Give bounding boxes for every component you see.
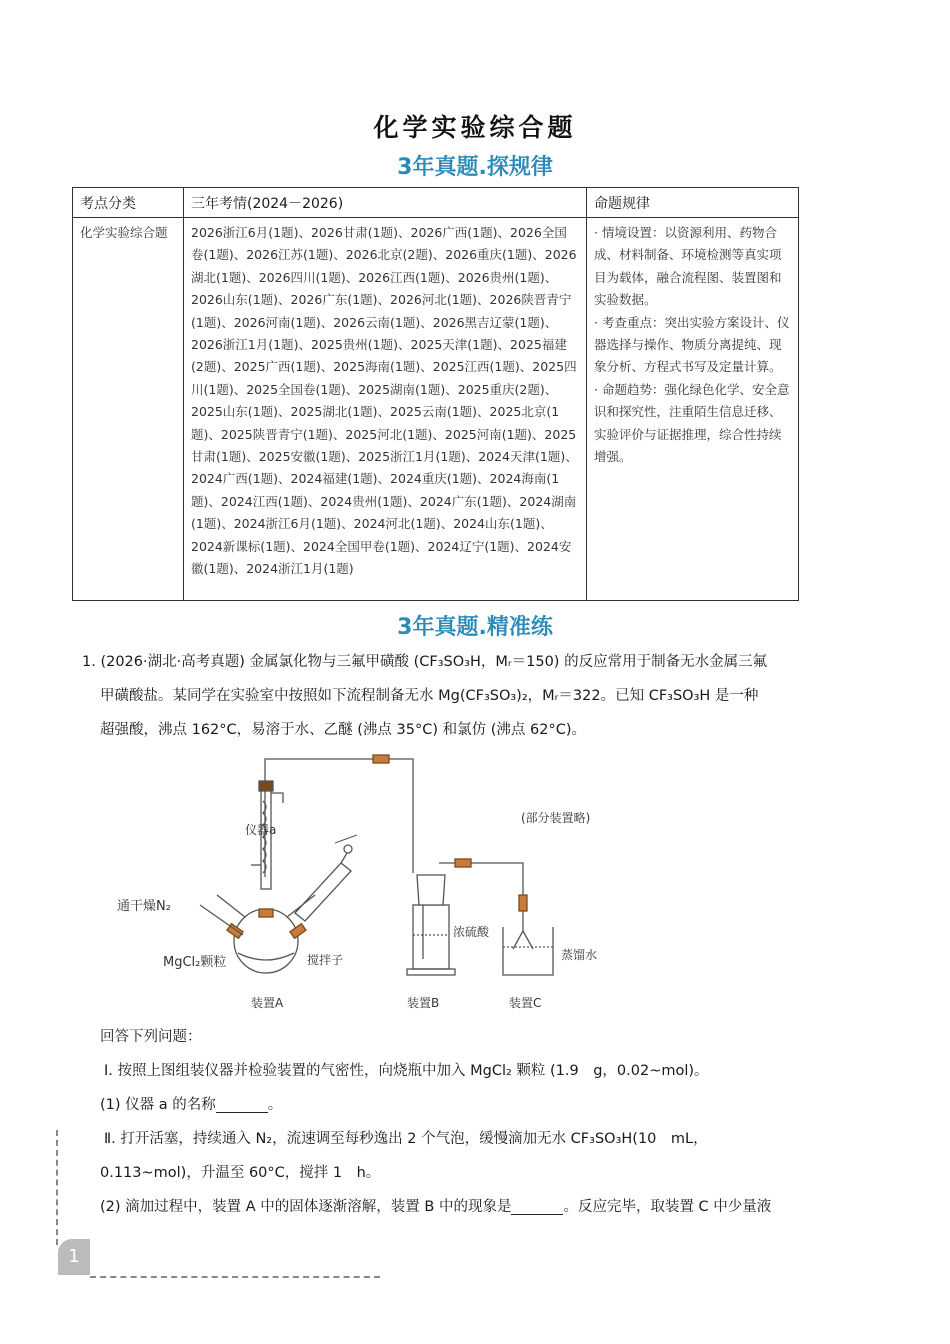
page-border-vertical: [56, 1130, 58, 1245]
question-line: 超强酸，沸点 162°C，易溶于水、乙醚 (沸点 35°C) 和氯仿 (沸点 62°C)。: [100, 722, 586, 738]
gas-washing-bottle: [413, 905, 449, 969]
answer-intro: 回答下列问题：: [100, 1029, 202, 1045]
dropping-funnel: [295, 863, 351, 921]
round-bottom-flask: [234, 909, 298, 973]
label-stirrer: 搅拌子: [307, 953, 344, 967]
section-title-patterns: 3年真题.探规律: [397, 155, 553, 180]
page-number: 1: [58, 1239, 90, 1275]
category-cell: 化学实验综合题: [73, 218, 184, 601]
sub-question-2: (2) 滴加过程中，装置 A 中的固体逐渐溶解，装置 B 中的现象是 。反应完毕，取装置 C 中少量液: [100, 1199, 772, 1215]
header-category: 考点分类: [73, 188, 184, 218]
step-one: Ⅰ. 按照上图组装仪器并检验装置的气密性，向烧瓶中加入 MgCl₂ 颗粒 (1.9 g，0.02~mol)。: [104, 1063, 709, 1079]
condenser: [261, 787, 271, 889]
page-title: 化学实验综合题: [373, 113, 577, 142]
label-dry-n2: 通干燥N₂: [117, 899, 171, 914]
label-device-a: 装置A: [251, 996, 284, 1010]
label-device-b: 装置B: [407, 996, 440, 1010]
years-cell: 2026浙江6月(1题)、2026甘肃(1题)、2026广西(1题)、2026全国卷(1题)、2026江苏(1题)、2026北京(2题)、2026重庆(1题)、2026湖北(1题)、2026四川(1题)、2026江西(1题)、2026贵州(1题)、2026山东(1题)、2026广东(1题)、2026河北(1题)、2026陕晋青宁(1题)、2026河南(1题)、2026云南(1题)、2026黑吉辽蒙(1题)、2026浙江1月(1题)、2025贵州(1题)、2025天津(1题)、2025福建(2题)、2025广西(1题)、2025海南(1题)、2025江西(1题)、2025四川(1题)、2025全国卷(1题)、2025湖南(1题)、2025重庆(2题)、2025山东(1题)、2025湖北(1题)、2025云南(1题)、2025北京(1题)、2025陕晋青宁(1题)、2025河北(1题)、2025河南(1题)、2025甘肃(1题)、2025安徽(1题)、2025浙江1月(1题)、2024天津(1题)、2024广西(1题)、2024福建(1题)、2024重庆(1题)、2024海南(1题)、2024江西(1题)、2024贵州(1题)、2024广东(1题)、2024湖南(1题)、2024浙江6月(1题)、2024河北(1题)、2024山东(1题)、2024新课标(1题)、2024全国甲卷(1题)、2024辽宁(1题)、2024安徽(1题)、2024浙江1月(1题): [184, 218, 587, 601]
rule-item: · 考查重点：突出实验方案设计、仪器选择与操作、物质分离提纯、现象分析、方程式书写及定量计算。: [594, 314, 790, 375]
apparatus-figure: [105, 745, 625, 1017]
section-title-practice: 3年真题.精准练: [397, 615, 553, 640]
header-years: 三年考情(2024－2026): [184, 188, 587, 218]
question-line: 1. (2026·湖北·高考真题) 金属氯化物与三氟甲磺酸 (CF₃SO₃H，Mᵣ＝150) 的反应常用于制备无水金属三氟: [82, 654, 768, 670]
page-border-horizontal: [90, 1276, 380, 1278]
answer-blank[interactable]: [511, 1200, 563, 1215]
rules-cell: [587, 218, 799, 601]
step-two-cont: 0.113~mol)，升温至 60°C，搅拌 1 h。: [100, 1165, 381, 1181]
rule-item: · 情境设置：以资源利用、药物合成、材料制备、环境检测等真实项目为载体，融合流程图、装置图和实验数据。: [594, 225, 782, 308]
label-water: 蒸馏水: [561, 948, 598, 962]
stopper: [259, 781, 273, 791]
sub-question-1: (1) 仪器 a 的名称 。: [100, 1097, 283, 1113]
rule-item: · 命题趋势：强化绿色化学、安全意识和探究性，注重陌生信息迁移、实验评价与证据推理，综合性持续增强。: [594, 381, 790, 465]
question-line: 甲磺酸盐。某同学在实验室中按照如下流程制备无水 Mg(CF₃SO₃)₂，Mᵣ＝322。已知 CF₃SO₃H 是一种: [100, 688, 759, 704]
label-mgcl2: MgCl₂颗粒: [163, 955, 227, 970]
table-row: [73, 218, 799, 601]
label-partial-note: (部分装置略): [521, 811, 591, 825]
label-device-c: 装置C: [509, 996, 542, 1010]
label-instrument-a: 仪器a: [245, 823, 277, 837]
question-body: [82, 1020, 882, 1224]
exam-analysis-table: [72, 187, 799, 601]
answer-blank[interactable]: [216, 1098, 268, 1113]
connecting-tube: [265, 759, 413, 877]
header-rules: 命题规律: [587, 188, 799, 218]
label-conc-acid: 浓硫酸: [453, 925, 490, 939]
beaker: [503, 927, 553, 975]
question-stem: [82, 645, 882, 747]
table-header-row: [73, 188, 799, 218]
step-two: Ⅱ. 打开活塞，持续通入 N₂，流速调至每秒逸出 2 个气泡，缓慢滴加无水 CF₃SO₃H(10 mL，: [104, 1131, 708, 1147]
tube-connector: [373, 755, 389, 763]
